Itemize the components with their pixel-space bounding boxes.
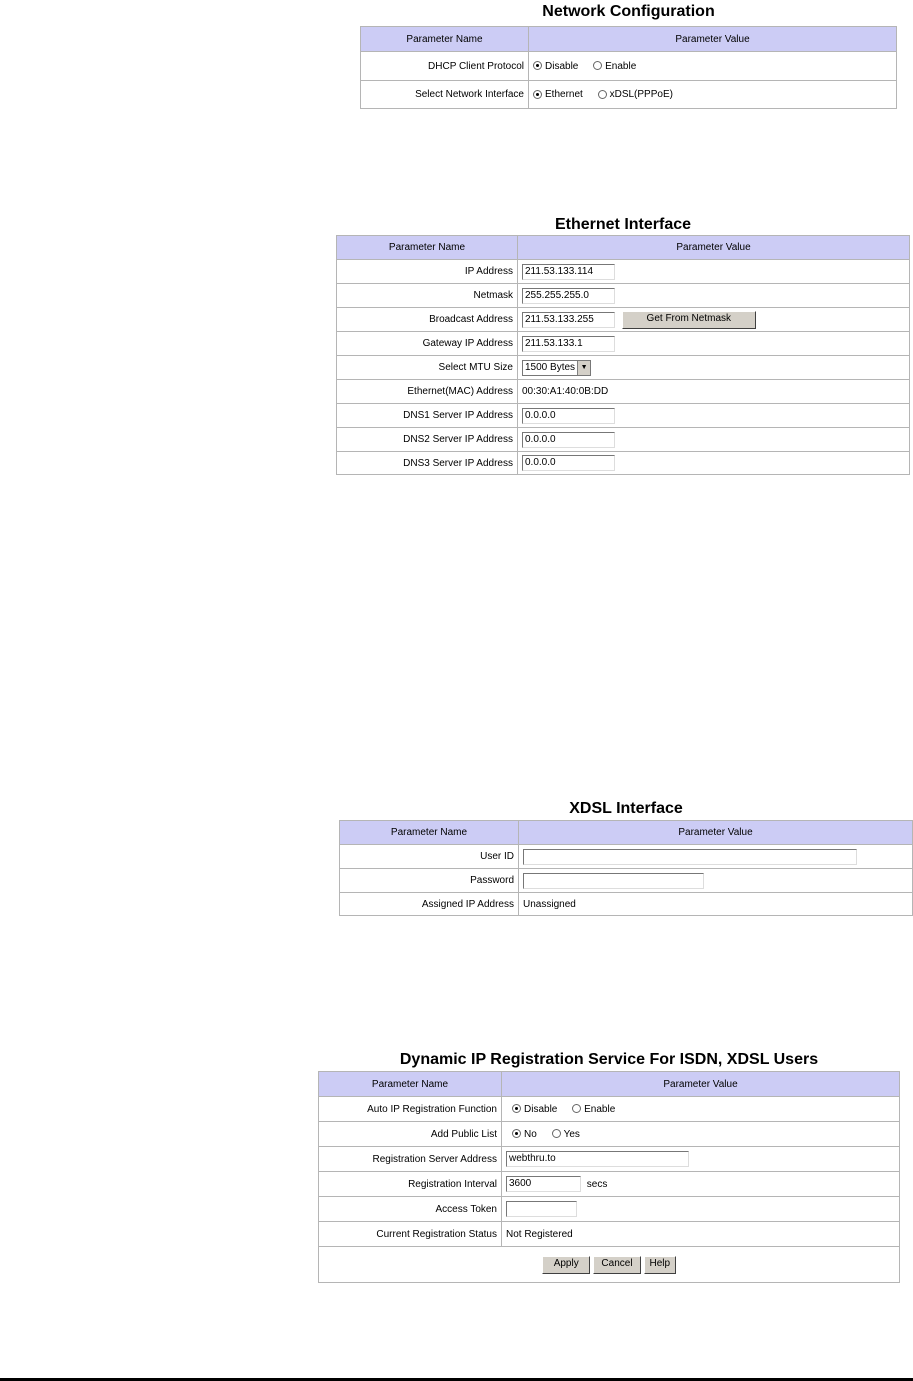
dhcp-disable-radio[interactable]	[533, 61, 542, 70]
mtu-label: Select MTU Size	[337, 356, 518, 380]
ethernet-table	[336, 235, 910, 475]
auto-ip-disable-radio[interactable]	[512, 1104, 521, 1113]
netif-ethernet-radio[interactable]	[533, 90, 542, 99]
password-input[interactable]	[523, 873, 704, 889]
public-no-radio[interactable]	[512, 1129, 521, 1138]
dns2-label: DNS2 Server IP Address	[337, 428, 518, 452]
auto-ip-label: Auto IP Registration Function	[319, 1097, 502, 1122]
dhcp-enable-label: Enable	[605, 60, 637, 72]
col-header-value: Parameter Value	[518, 236, 910, 260]
action-buttons-row	[319, 1247, 900, 1283]
col-header-name: Parameter Name	[319, 1072, 502, 1097]
registration-status-value: Not Registered	[502, 1222, 900, 1247]
dhcp-options	[529, 52, 897, 81]
col-header-name: Parameter Name	[337, 236, 518, 260]
xdsl-section	[339, 800, 913, 916]
access-token-label: Access Token	[319, 1197, 502, 1222]
col-header-value: Parameter Value	[529, 27, 897, 52]
xdsl-title: XDSL Interface	[569, 800, 683, 817]
mtu-select[interactable]	[522, 360, 591, 376]
netmask-input[interactable]: 255.255.255.0	[522, 288, 615, 304]
help-button[interactable]: Help	[644, 1256, 676, 1274]
assigned-ip-value: Unassigned	[519, 893, 913, 916]
access-token-input[interactable]	[506, 1201, 577, 1217]
col-header-value: Parameter Value	[502, 1072, 900, 1097]
mac-value: 00:30:A1:40:0B:DD	[518, 380, 910, 404]
ip-address-label: IP Address	[337, 260, 518, 284]
dhcp-disable-label: Disable	[545, 60, 579, 72]
gateway-label: Gateway IP Address	[337, 332, 518, 356]
server-address-input[interactable]: webthru.to	[506, 1151, 689, 1167]
netif-options	[529, 81, 897, 109]
ip-address-input[interactable]: 211.53.133.114	[522, 264, 615, 280]
public-yes-label: Yes	[563, 1128, 580, 1140]
auto-ip-enable-radio[interactable]	[572, 1104, 581, 1113]
registration-status-label: Current Registration Status	[319, 1222, 502, 1247]
dns1-label: DNS1 Server IP Address	[337, 404, 518, 428]
password-label: Password	[340, 869, 519, 893]
server-address-label: Registration Server Address	[319, 1147, 502, 1172]
user-id-input[interactable]	[523, 849, 857, 865]
netif-label: Select Network Interface	[361, 81, 529, 109]
col-header-name: Parameter Name	[340, 821, 519, 845]
apply-button[interactable]: Apply	[542, 1256, 590, 1274]
network-config-section	[360, 3, 897, 109]
get-from-netmask-button[interactable]: Get From Netmask	[622, 311, 756, 329]
mtu-select-value: 1500 Bytes	[525, 361, 576, 373]
interval-input[interactable]: 3600	[506, 1176, 581, 1192]
dns1-input[interactable]: 0.0.0.0	[522, 408, 615, 424]
chevron-down-icon[interactable]: ▼	[577, 361, 590, 375]
dns3-input[interactable]: 0.0.0.0	[522, 455, 615, 471]
col-header-value: Parameter Value	[519, 821, 913, 845]
network-config-table	[360, 26, 897, 109]
cancel-button[interactable]: Cancel	[593, 1256, 641, 1274]
dhcp-enable-radio[interactable]	[593, 61, 602, 70]
broadcast-input[interactable]: 211.53.133.255	[522, 312, 615, 328]
public-yes-radio[interactable]	[552, 1129, 561, 1138]
netif-xdsl-radio[interactable]	[598, 90, 607, 99]
auto-ip-disable-label: Disable	[524, 1103, 558, 1115]
col-header-name: Parameter Name	[361, 27, 529, 52]
dhcp-label: DHCP Client Protocol	[361, 52, 529, 81]
mac-label: Ethernet(MAC) Address	[337, 380, 518, 404]
dynip-table	[318, 1071, 900, 1283]
netif-ethernet-label: Ethernet	[545, 89, 583, 100]
assigned-ip-label: Assigned IP Address	[340, 893, 519, 916]
public-no-label: No	[524, 1128, 537, 1140]
auto-ip-enable-label: Enable	[584, 1103, 616, 1115]
ethernet-title: Ethernet Interface	[554, 216, 692, 233]
gateway-input[interactable]: 211.53.133.1	[522, 336, 615, 352]
network-config-title: Network Configuration	[542, 3, 715, 20]
dynip-section	[318, 1051, 900, 1283]
interval-unit: secs	[586, 1178, 608, 1190]
user-id-label: User ID	[340, 845, 519, 869]
dynip-title: Dynamic IP Registration Service For ISDN, XDSL Users	[399, 1051, 819, 1068]
dns2-input[interactable]: 0.0.0.0	[522, 432, 615, 448]
netmask-label: Netmask	[337, 284, 518, 308]
dns3-label: DNS3 Server IP Address	[337, 452, 518, 475]
broadcast-label: Broadcast Address	[337, 308, 518, 332]
interval-label: Registration Interval	[319, 1172, 502, 1197]
netif-xdsl-label: xDSL(PPPoE)	[609, 89, 673, 100]
public-list-label: Add Public List	[319, 1122, 502, 1147]
xdsl-table	[339, 820, 913, 916]
ethernet-section	[336, 216, 910, 475]
